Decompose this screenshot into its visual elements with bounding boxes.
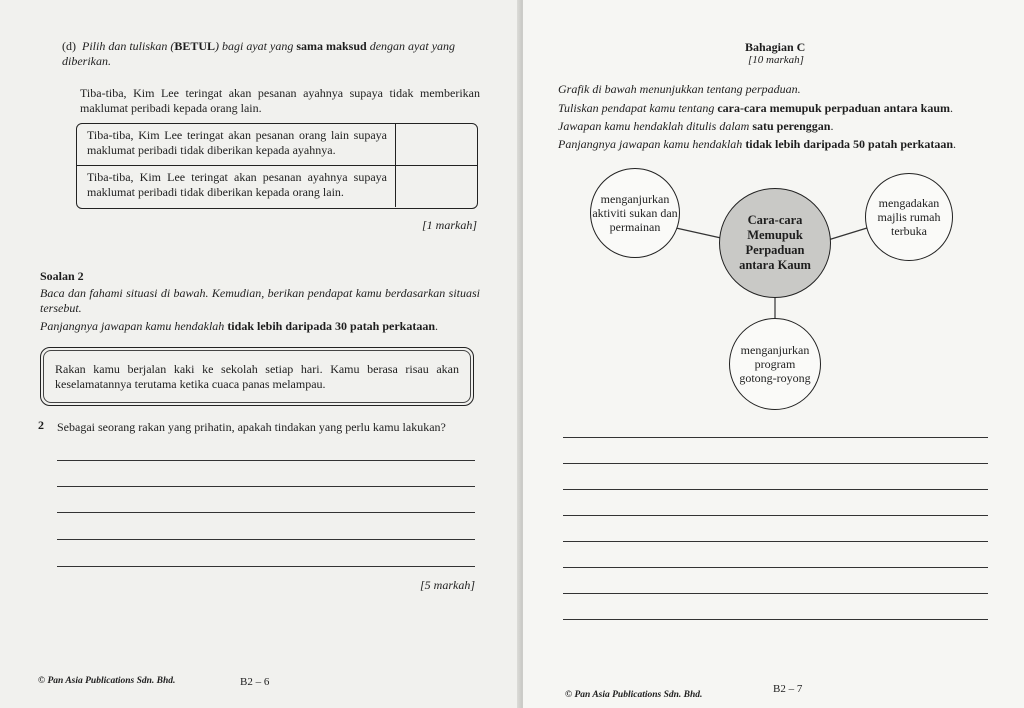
page-number: B2 – 7 (773, 683, 803, 695)
node-right-label: mengadakan majlis rumah terbuka (877, 196, 941, 238)
answer-line[interactable] (57, 486, 475, 487)
question-number: 2 (38, 418, 44, 432)
diagram-node-bottom (729, 318, 821, 410)
answer-line[interactable] (57, 460, 475, 461)
answer-line[interactable] (563, 567, 988, 568)
option-row (77, 166, 477, 207)
answer-line[interactable] (563, 593, 988, 594)
answer-line[interactable] (563, 489, 988, 490)
node-bottom-label: menganjurkan program gotong-royong (739, 343, 811, 385)
answer-line[interactable] (563, 541, 988, 542)
connector-right (828, 228, 867, 240)
right-page (523, 0, 1024, 708)
diagram-node-center (719, 188, 831, 298)
soalan2-heading: Soalan 2 (40, 269, 84, 283)
diagram-node-right (865, 173, 953, 261)
answer-line[interactable] (563, 515, 988, 516)
page-number: B2 – 6 (240, 676, 270, 688)
section-marks: [10 markah] (748, 54, 804, 66)
publisher-footer: © Pan Asia Publications Sdn. Bhd. (565, 690, 703, 700)
answer-line[interactable] (563, 619, 988, 620)
part-d-sentence: Tiba-tiba, Kim Lee teringat akan pesanan ayahnya supaya tidak memberikan maklumat peribadi kepada orang lain. (80, 86, 480, 115)
part-d-marks: [1 markah] (422, 218, 478, 232)
situation-box (40, 347, 474, 406)
part-d-label: (d) (62, 39, 76, 53)
answer-box[interactable] (395, 166, 478, 207)
option-text: Tiba-tiba, Kim Lee teringat akan pesanan ayahnya supaya maklumat peribadi tidak diberikan kepada orang lain. (87, 170, 387, 199)
soalan2-length: Panjangnya jawapan kamu hendaklah tidak lebih daripada 30 patah perkataan. (40, 319, 439, 333)
soalan2-instruction: Baca dan fahami situasi di bawah. Kemudian, berikan pendapat kamu berdasarkan situasi tersebut. (40, 286, 480, 315)
diagram-node-left (590, 168, 680, 258)
instruction-3: Jawapan kamu hendaklah ditulis dalam satu perenggan. (558, 119, 834, 133)
question-text: Sebagai seorang rakan yang prihatin, apakah tindakan yang perlu kamu lakukan? (57, 420, 446, 434)
soalan2-marks: [5 markah] (420, 578, 476, 592)
instruction-1: Grafik di bawah menunjukkan tentang perpaduan. (558, 82, 801, 96)
answer-box[interactable] (395, 124, 478, 165)
answer-line[interactable] (57, 512, 475, 513)
part-d-instruction: (d) Pilih dan tuliskan (BETUL) bagi ayat yang sama maksud dengan ayat yang diberikan. (62, 39, 456, 68)
publisher-footer: © Pan Asia Publications Sdn. Bhd. (38, 676, 176, 686)
node-left-label: menganjurkan aktiviti sukan dan permainan (592, 192, 678, 234)
instruction-4: Panjangnya jawapan kamu hendaklah tidak lebih daripada 50 patah perkataan. (558, 137, 957, 151)
instruction-2: Tuliskan pendapat kamu tentang cara-cara memupuk perpaduan antara kaum. (558, 101, 954, 115)
option-text: Tiba-tiba, Kim Lee teringat akan pesanan orang lain supaya maklumat peribadi tidak diberikan kepada ayahnya. (87, 128, 387, 157)
answer-line[interactable] (563, 463, 988, 464)
node-center-label: Cara-cara Memupuk Perpaduan antara Kaum (739, 213, 811, 272)
connector-left (676, 228, 721, 238)
options-table (76, 123, 478, 209)
section-title: Bahagian C (745, 40, 806, 54)
answer-line[interactable] (57, 539, 475, 540)
answer-line[interactable] (57, 566, 475, 567)
answer-line[interactable] (563, 437, 988, 438)
option-row (77, 124, 477, 166)
situation-text: Rakan kamu berjalan kaki ke sekolah setiap hari. Kamu berasa risau akan keselamatannya terutama ketika cuaca panas melampau. (55, 362, 459, 391)
